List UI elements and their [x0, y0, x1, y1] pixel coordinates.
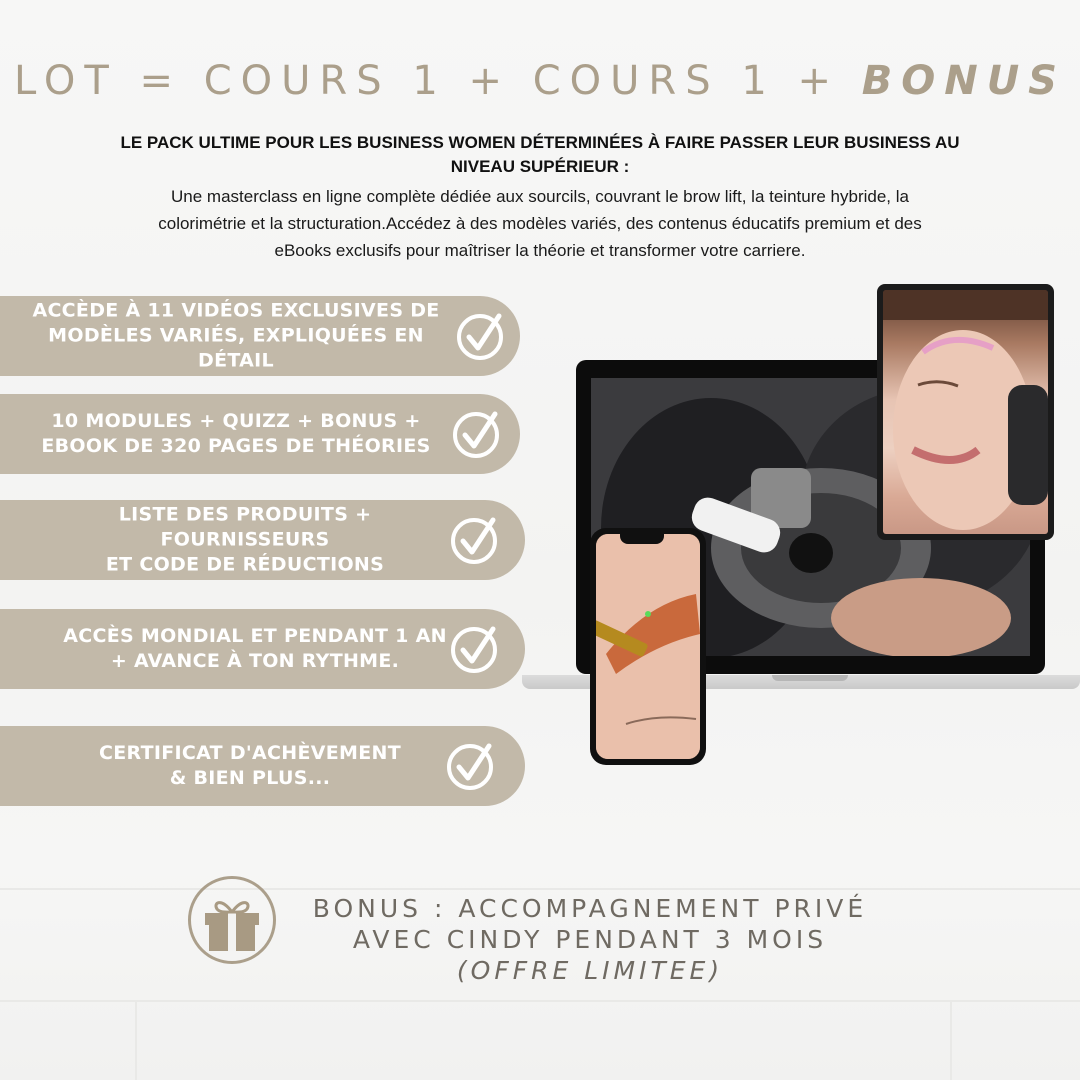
- checkmark-circle-icon: [456, 310, 508, 362]
- phone-video-image: [596, 534, 700, 759]
- feature-line: ACCÈDE À 11 VIDÉOS EXCLUSIVES DE: [32, 299, 440, 322]
- feature-line: ACCÈS MONDIAL ET PENDANT 1 AN: [63, 625, 447, 647]
- phone-brow-illustration: [596, 534, 700, 759]
- gift-icon: [191, 879, 273, 961]
- feature-line: ET CODE DE RÉDUCTIONS: [105, 553, 385, 576]
- subtitle-line: LE PACK ULTIME POUR LES BUSINESS WOMEN DÉTERMINÉES À FAIRE PASSER LEUR BUSINESS AU: [120, 133, 960, 152]
- feature-line: MODÈLES VARIÉS, EXPLIQUÉES EN DÉTAIL: [48, 324, 424, 372]
- wall-panel-line: [135, 1000, 137, 1080]
- feature-item: [0, 500, 525, 580]
- checkmark-circle-icon: [450, 623, 502, 675]
- feature-text: [20, 409, 452, 459]
- subtitle: [60, 131, 1020, 179]
- subtitle-line: NIVEAU SUPÉRIEUR :: [450, 157, 630, 176]
- description-line: Une masterclass en ligne complète dédiée aux sourcils, couvrant le brow lift, la teinture hybride, la: [171, 187, 909, 206]
- feature-line: CERTIFICAT D'ACHÈVEMENT: [99, 742, 401, 764]
- checkmark-circle-icon: [446, 740, 498, 792]
- description-line: eBooks exclusifs pour maîtriser la théorie et transformer votre carriere.: [274, 241, 806, 260]
- feature-item: [0, 394, 520, 474]
- laptop-notch: [772, 675, 848, 681]
- page-title: [0, 58, 1080, 104]
- wall-panel-line: [0, 888, 1080, 890]
- feature-line: 10 MODULES + QUIZZ + BONUS +: [51, 410, 421, 432]
- bonus-line: AVEC CINDY PENDANT 3 MOIS: [352, 925, 828, 954]
- feature-item: [0, 726, 525, 806]
- feature-line: LISTE DES PRODUITS + FOURNISSEURS: [118, 503, 372, 551]
- checkmark-circle-icon: [452, 408, 504, 460]
- title-emphasis: BONUS: [861, 58, 1066, 104]
- description: [60, 183, 1020, 264]
- bonus-offer: (OFFRE LIMITEE): [456, 956, 724, 985]
- wall-panel-line: [0, 1000, 1080, 1002]
- wall-panel-line: [950, 1000, 952, 1080]
- bonus-text: [290, 893, 890, 986]
- checkmark-circle-icon: [450, 514, 502, 566]
- feature-line: & BIEN PLUS...: [169, 767, 331, 789]
- feature-text: [20, 299, 452, 374]
- gift-icon-badge: [188, 876, 276, 964]
- feature-line: + AVANCE À TON RYTHME.: [110, 650, 400, 672]
- feature-text: [60, 624, 450, 674]
- title-main: LOT = COURS 1 + COURS 1 +: [14, 58, 862, 104]
- tablet-face-illustration: [883, 290, 1048, 534]
- phone-notch: [620, 534, 664, 544]
- phone-mockup: [590, 528, 706, 765]
- feature-item: [0, 609, 525, 689]
- tablet-mockup: [877, 284, 1054, 540]
- feature-item: [0, 296, 520, 376]
- bonus-line: BONUS : ACCOMPAGNEMENT PRIVÉ: [312, 894, 868, 923]
- tablet-video-image: [883, 290, 1048, 534]
- feature-text: [40, 503, 450, 578]
- feature-line: EBOOK DE 320 PAGES DE THÉORIES: [41, 435, 431, 457]
- description-line: colorimétrie et la structuration.Accédez à des modèles variés, des contenus éducatifs premium et des: [158, 214, 922, 233]
- feature-text: [60, 741, 440, 791]
